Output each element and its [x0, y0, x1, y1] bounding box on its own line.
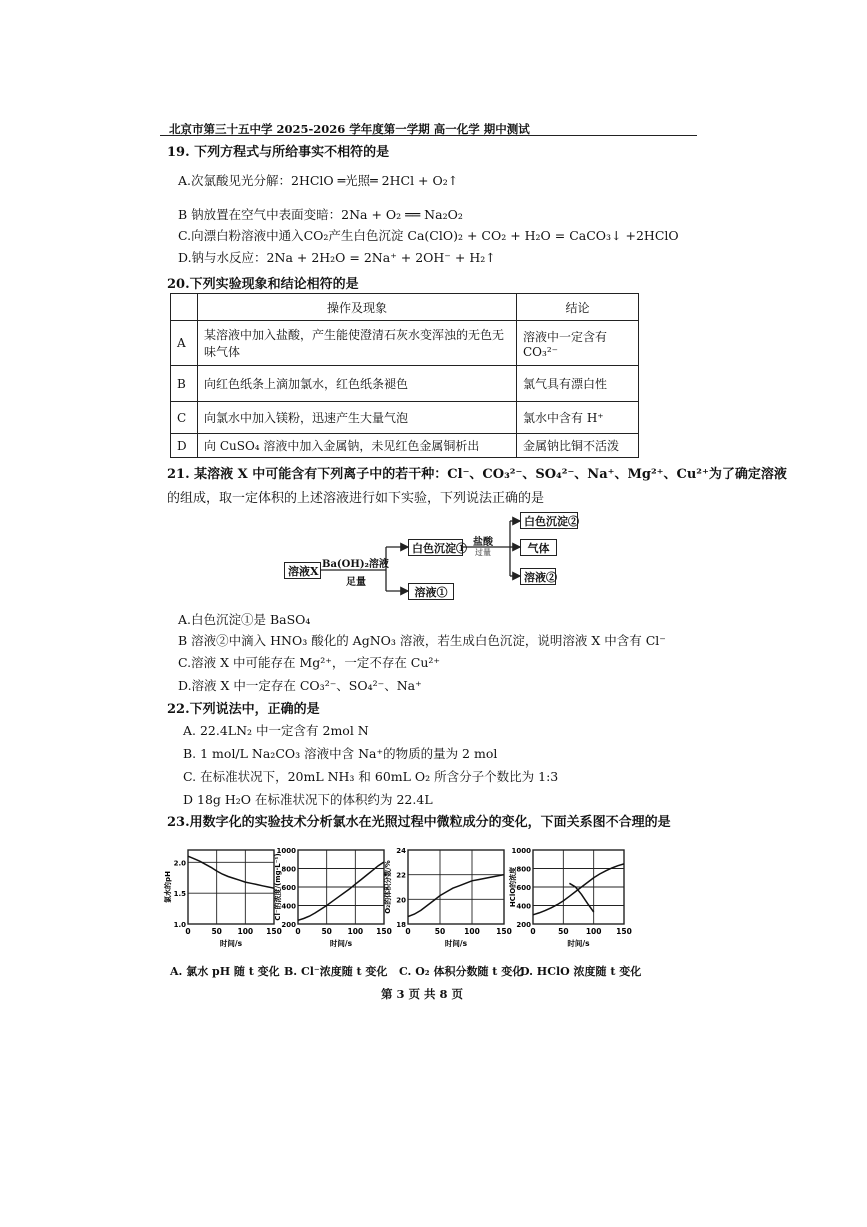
- q20-table: [170, 293, 639, 458]
- y-axis-label: Cl⁻的浓度/(mg·L⁻¹): [274, 853, 282, 921]
- flow-reagent2: 盐酸: [473, 537, 493, 548]
- x-tick-label: 50: [558, 927, 569, 936]
- x-tick-label: 150: [266, 927, 282, 936]
- x-tick-label: 100: [237, 927, 254, 936]
- x-tick-label: 0: [295, 927, 301, 936]
- q20-row-operation: 向红色纸条上滴加氯水，红色纸条褪色: [198, 366, 517, 402]
- chart-a-caption: A. 氯水 pH 随 t 变化: [170, 965, 280, 978]
- q20-row-label: B: [171, 366, 198, 402]
- x-tick-label: 50: [211, 927, 222, 936]
- q19-stem: 19. 下列方程式与所给事实不相符的是: [167, 145, 390, 160]
- q22-option-a: A. 22.4LN₂ 中一定含有 2mol N: [183, 723, 369, 738]
- q19-option-b: B 钠放置在空气中表面变暗：2Na + O₂ ══ Na₂O₂: [178, 207, 463, 222]
- x-tick-label: 150: [496, 927, 512, 936]
- header-rule: [160, 135, 697, 136]
- series-line-1: [408, 875, 504, 917]
- x-tick-label: 50: [434, 927, 446, 936]
- y-tick-label: 18: [396, 921, 406, 929]
- y-tick-label: 400: [516, 902, 531, 911]
- y-tick-label: 400: [281, 902, 296, 911]
- q22-option-c: C. 在标准状况下，20mL NH₃ 和 60mL O₂ 所含分子个数比为 1:3: [183, 769, 559, 784]
- q22-stem: 22.下列说法中，正确的是: [167, 702, 320, 717]
- q20-row-operation: 向氯水中加入镁粉，迅速产生大量气泡: [198, 402, 517, 434]
- series-line-1: [188, 856, 274, 888]
- q20-header-label: [171, 294, 198, 321]
- y-tick-label: 1000: [276, 847, 296, 855]
- x-tick-label: 150: [376, 927, 392, 936]
- q20-header-conclusion: 结论: [517, 294, 639, 321]
- y-tick-label: 2.0: [173, 859, 186, 868]
- x-axis-label: 时间/s: [219, 939, 243, 948]
- flow-reagent2-note: 过量: [475, 548, 491, 557]
- flow-box-solution1: 溶液①: [408, 583, 454, 600]
- q21-option-b: B 溶液②中滴入 HNO₃ 酸化的 AgNO₃ 溶液，若生成白色沉淀，说明溶液 X 中含有 Cl⁻: [178, 633, 666, 648]
- y-tick-label: 1.5: [173, 890, 186, 899]
- q21-stem-line2: 的组成，取一定体积的上述溶液进行如下实验，下列说法正确的是: [167, 491, 545, 506]
- q23-stem: 23.用数字化的实验技术分析氯水在光照过程中微粒成分的变化，下面关系图不合理的是: [167, 815, 671, 830]
- q20-stem: 20.下列实验现象和结论相符的是: [167, 277, 359, 292]
- q21-option-a: A.白色沉淀①是 BaSO₄: [178, 612, 311, 627]
- x-axis-label: 时间/s: [329, 939, 353, 948]
- x-tick-label: 50: [321, 927, 332, 936]
- y-axis-label: 氯水的pH: [164, 871, 172, 903]
- flow-reagent1-note: 足量: [346, 577, 366, 588]
- chart-b-caption: B. Cl⁻浓度随 t 变化: [284, 965, 388, 978]
- y-tick-label: 24: [396, 847, 406, 855]
- page-number: 第 3 页 共 8 页: [381, 987, 464, 1001]
- q19-option-d: D.钠与水反应：2Na + 2H₂O = 2Na⁺ + 2OH⁻ + H₂↑: [178, 250, 496, 265]
- flow-box-precipitate2: 白色沉淀②: [520, 512, 578, 529]
- q20-row-label: D: [171, 434, 198, 458]
- q20-row-label: A: [171, 321, 198, 366]
- x-tick-label: 0: [405, 927, 411, 936]
- y-tick-label: 200: [281, 921, 296, 929]
- x-tick-label: 100: [464, 927, 480, 936]
- q20-row-conclusion: 氯气具有漂白性: [517, 366, 639, 402]
- y-tick-label: 600: [281, 884, 296, 892]
- q21-option-d: D.溶液 X 中一定存在 CO₃²⁻、SO₄²⁻、Na⁺: [178, 678, 422, 693]
- q20-row-operation: 某溶液中加入盐酸，产生能使澄清石灰水变浑浊的无色无味气体: [198, 321, 517, 366]
- y-tick-label: 1.0: [173, 921, 186, 929]
- chart-c: [382, 840, 512, 955]
- series-line-1: [298, 862, 384, 920]
- y-tick-label: 800: [281, 865, 296, 874]
- q19-option-c: C.向漂白粉溶液中通入CO₂产生白色沉淀 Ca(ClO)₂ + CO₂ + H₂O = CaCO₃↓ +2HClO: [178, 228, 679, 243]
- chart-d: [507, 840, 632, 955]
- y-tick-label: 600: [516, 884, 531, 892]
- flow-reagent1: Ba(OH)₂溶液: [322, 559, 389, 570]
- chart-c-caption: C. O₂ 体积分数随 t 变化: [399, 965, 524, 978]
- q20-row-label: C: [171, 402, 198, 434]
- q22-option-d: D 18g H₂O 在标准状况下的体积约为 22.4L: [183, 792, 433, 807]
- x-axis-label: 时间/s: [567, 939, 590, 948]
- x-tick-label: 100: [585, 927, 602, 936]
- y-axis-label: HClO的浓度: [509, 866, 517, 908]
- exam-header: 北京市第三十五中学 2025-2026 学年度第一学期 高一化学 期中测试: [169, 122, 530, 136]
- q20-row-operation: 向 CuSO₄ 溶液中加入金属钠，未见红色金属铜析出: [198, 434, 517, 458]
- y-tick-label: 800: [516, 865, 531, 874]
- flow-box-solution2: 溶液②: [520, 568, 556, 585]
- x-tick-label: 0: [185, 927, 191, 936]
- q20-row-conclusion: 金属钠比铜不活泼: [517, 434, 639, 458]
- y-tick-label: 22: [396, 871, 406, 880]
- flow-box-solution-x: 溶液X: [284, 562, 321, 579]
- flow-box-precipitate1: 白色沉淀①: [408, 539, 463, 556]
- q21-option-c: C.溶液 X 中可能存在 Mg²⁺，一定不存在 Cu²⁺: [178, 655, 441, 670]
- x-tick-label: 100: [347, 927, 364, 936]
- q21-stem-line1: 21. 某溶液 X 中可能含有下列离子中的若干种：Cl⁻、CO₃²⁻、SO₄²⁻、Na⁺、Mg²⁺、Cu²⁺为了确定溶液: [167, 467, 787, 482]
- q20-header-operation: 操作及现象: [198, 294, 517, 321]
- chart-a: [162, 840, 282, 955]
- y-tick-label: 1000: [511, 847, 531, 855]
- series-line-1: [533, 864, 624, 915]
- x-tick-label: 150: [616, 927, 632, 936]
- y-axis-label: O₂的体积分数/%: [384, 860, 392, 914]
- y-tick-label: 200: [516, 921, 531, 929]
- chart-b: [272, 840, 392, 955]
- q20-row-conclusion: 溶液中一定含有 CO₃²⁻: [517, 321, 639, 366]
- q19-option-a: A.次氯酸见光分解：2HClO ═光照═ 2HCl + O₂↑: [178, 173, 459, 188]
- x-tick-label: 0: [530, 927, 536, 936]
- q20-row-conclusion: 氯水中含有 H⁺: [517, 402, 639, 434]
- flow-box-gas: 气体: [520, 539, 557, 556]
- chart-d-caption: D. HClO 浓度随 t 变化: [520, 965, 642, 978]
- x-axis-label: 时间/s: [444, 939, 468, 948]
- y-tick-label: 20: [396, 896, 406, 905]
- q22-option-b: B. 1 mol/L Na₂CO₃ 溶液中含 Na⁺的物质的量为 2 mol: [183, 746, 498, 761]
